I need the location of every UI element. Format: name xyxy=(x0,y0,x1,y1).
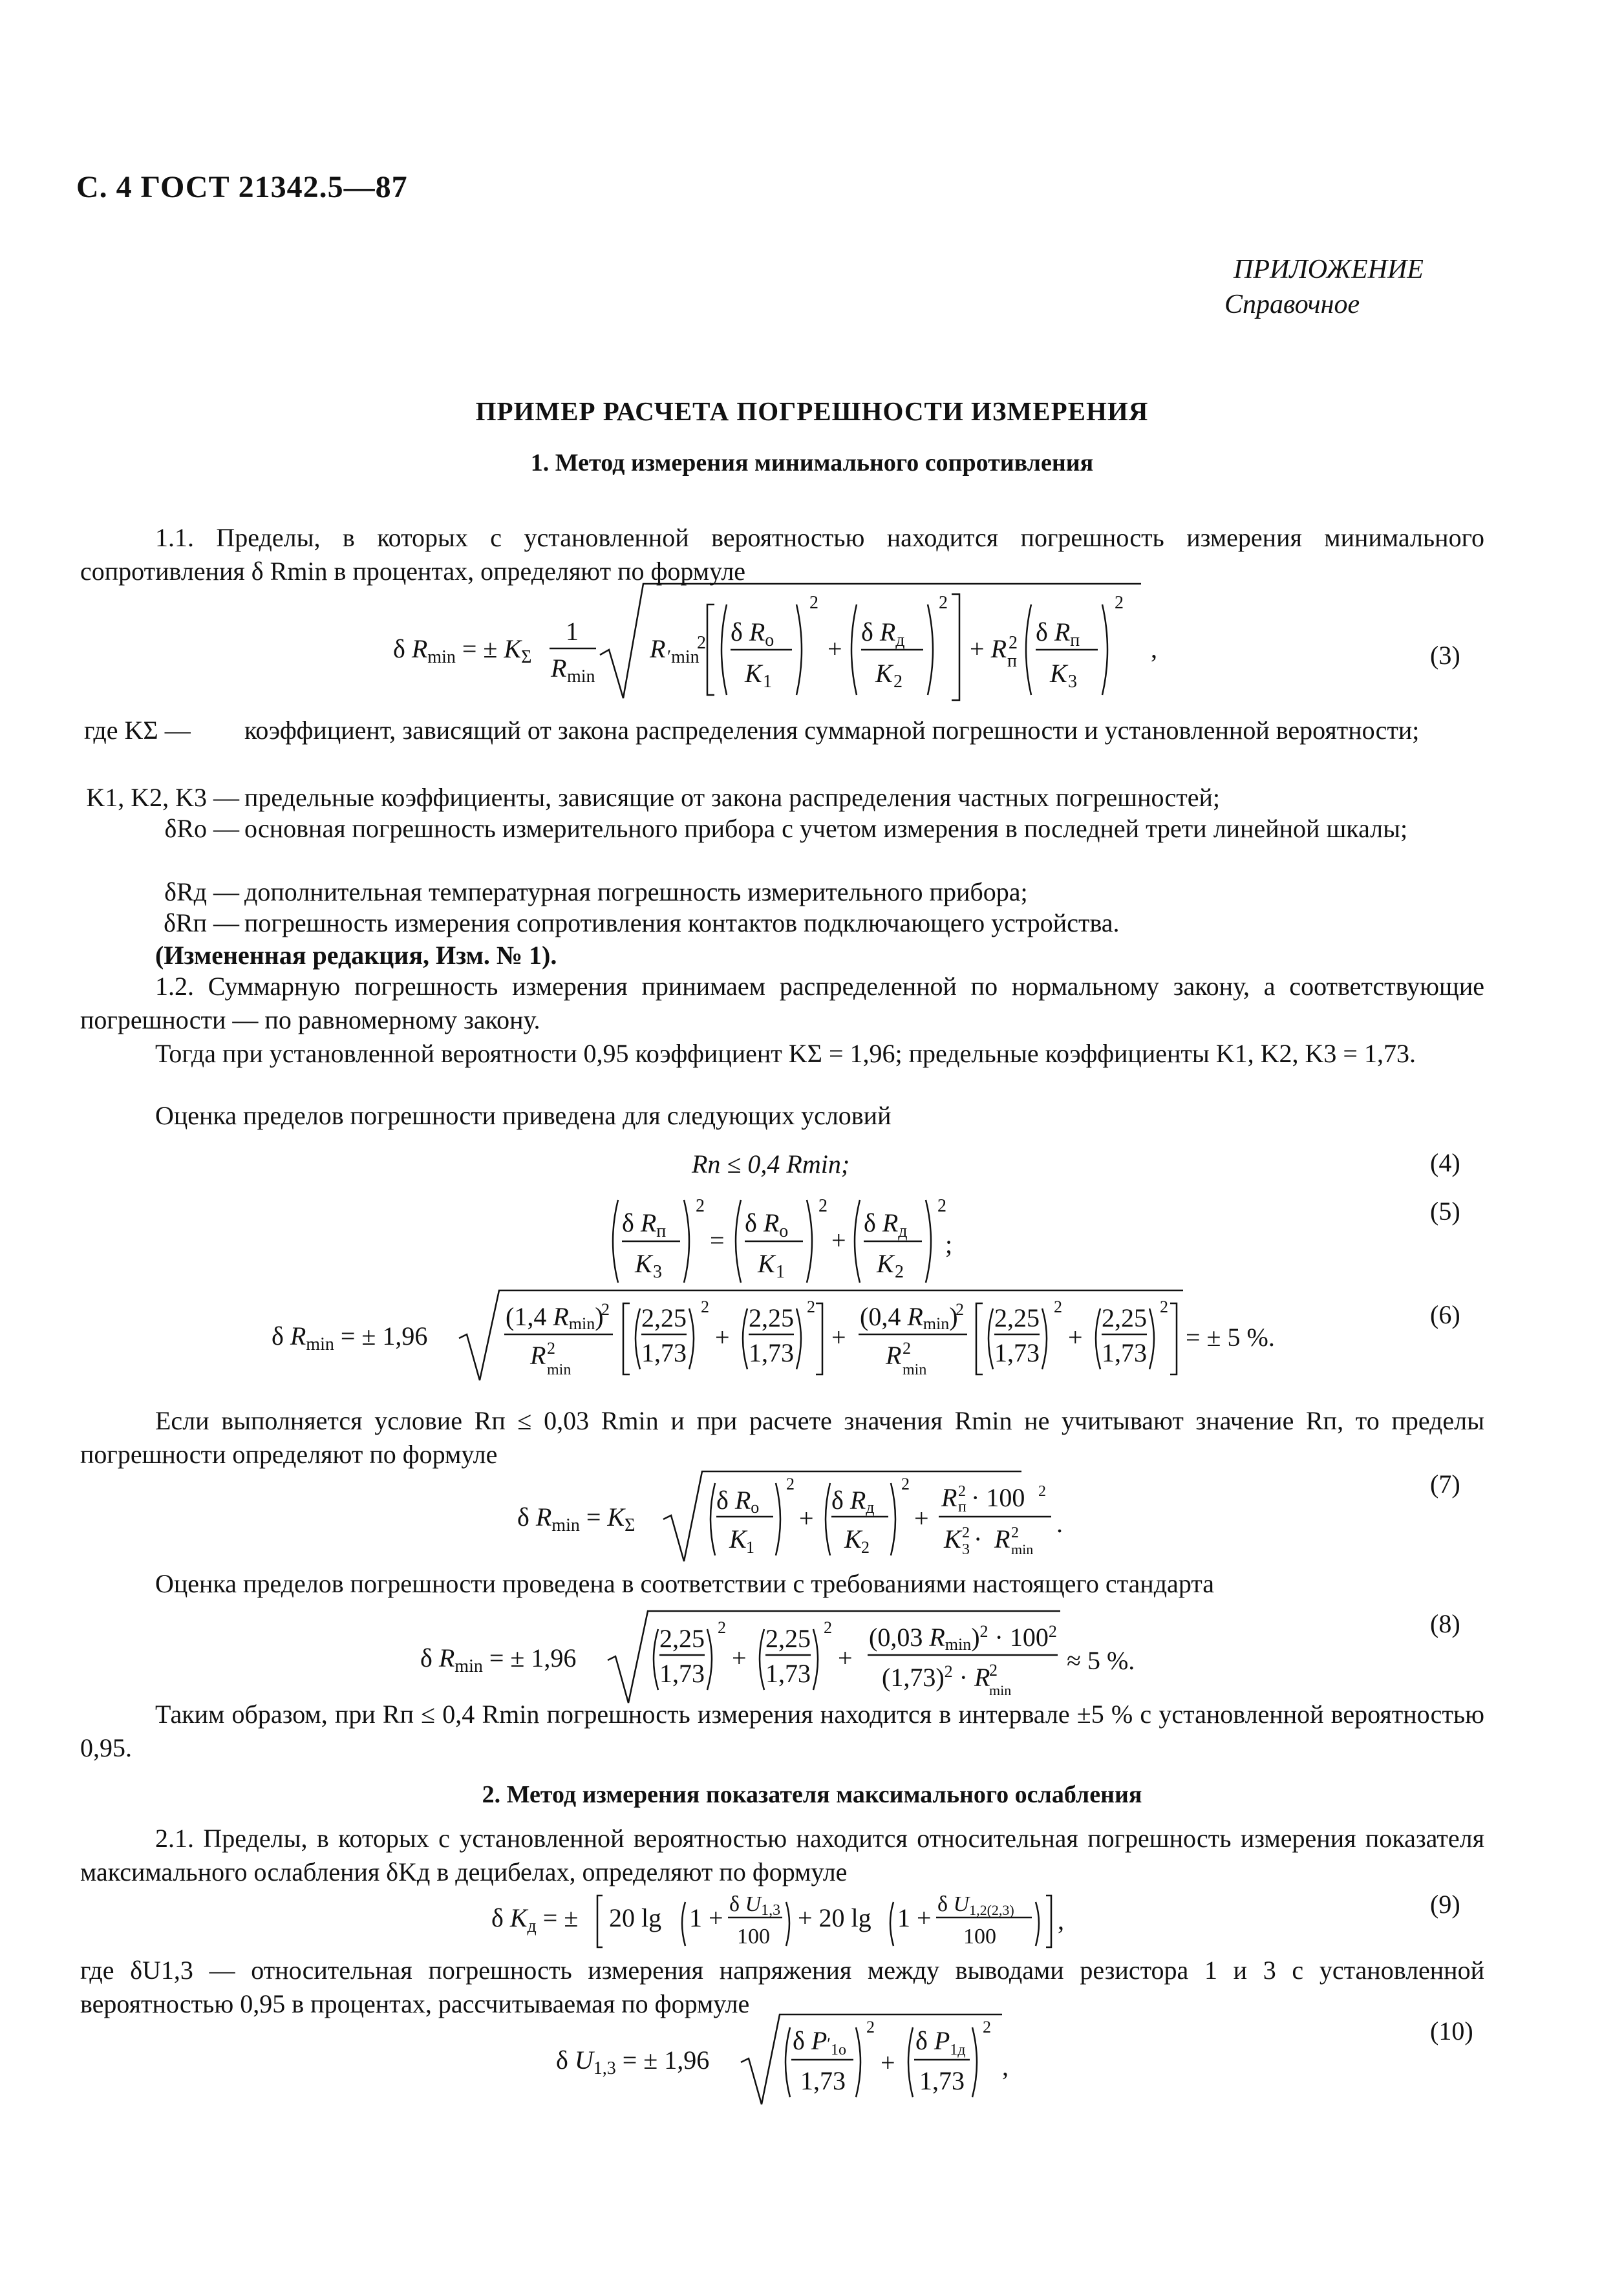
paragraph-then: Тогда при установленной вероятности 0,95 коэффициент KΣ = 1,96; предельные коэффициенты K1, K2, K3 = 1,73. xyxy=(155,1039,1416,1068)
svg-text:3: 3 xyxy=(962,1541,970,1558)
svg-text:δ Rп: δ $R_п$ xyxy=(622,1208,667,1241)
paragraph-estimate-2: Оценка пределов погрешности проведена в соответствии с требованиями настоящего стандарта xyxy=(155,1569,1215,1598)
svg-text:(0,03 Rmin)2 · 1002: (0,03 $Rmin)^2 \cdot 100^2$ xyxy=(869,1622,1057,1654)
appendix-label xyxy=(1224,252,1424,322)
formula-8 xyxy=(420,1606,1196,1709)
equation-number-10: (10) xyxy=(1430,2016,1473,2045)
svg-text:1 +: 1 + xyxy=(689,1903,723,1932)
main-title: ПРИМЕР РАСЧЕТА ПОГРЕШНОСТИ ИЗМЕРЕНИЯ xyxy=(475,396,1149,426)
svg-text:R: R xyxy=(886,1341,902,1370)
svg-text:δ Ro: δ Ro xyxy=(716,1486,760,1517)
svg-text:+: + xyxy=(881,2048,895,2077)
svg-text:3: 3 xyxy=(1068,672,1077,692)
svg-text:1,73: 1,73 xyxy=(800,2066,846,2095)
svg-text:δ P1д: δ $P_{1д}$ xyxy=(915,2026,966,2058)
svg-text:2: 2 xyxy=(818,1196,828,1216)
svg-text:20 lg: 20 lg xyxy=(609,1903,662,1932)
svg-text:2: 2 xyxy=(786,1475,795,1493)
svg-text:δ Rmin = ± 1,96: δ $R_{min}$ = ± 1,96 xyxy=(272,1321,428,1354)
svg-text:2: 2 xyxy=(1009,633,1018,653)
section1-title: 1. Метод измерения минимального сопротивления xyxy=(530,449,1094,476)
svg-text:.: . xyxy=(1056,1509,1063,1538)
paragraph-estimate: Оценка пределов погрешности приведена для следующих условий xyxy=(155,1101,892,1130)
svg-text:2,25: 2,25 xyxy=(659,1624,705,1653)
svg-text:δ Rmin = ± 1,96: δ $R_{min}$ = ± 1,96 xyxy=(420,1643,577,1676)
svg-text:K: K xyxy=(877,1249,894,1278)
svg-text:п: п xyxy=(1007,651,1017,671)
svg-text:R: R xyxy=(650,634,666,663)
svg-text:2: 2 xyxy=(697,633,706,653)
svg-text:2,25: 2,25 xyxy=(994,1303,1040,1332)
svg-text:δ U1,2(2,3): δ U1,2(2,3) xyxy=(937,1892,1014,1918)
svg-text:δ Rд: δ $R_д$ xyxy=(864,1208,908,1241)
svg-text:,: , xyxy=(1151,634,1157,663)
svg-text:2: 2 xyxy=(989,1661,998,1680)
formula-3 xyxy=(388,579,1202,705)
equation-number-6: (6) xyxy=(1430,1300,1460,1329)
definition-drp: δRп — погрешность измерения сопротивления контактов подключающего устройства. xyxy=(164,908,1120,937)
equation-number-9: (9) xyxy=(1430,1890,1460,1919)
svg-text:3: 3 xyxy=(653,1262,662,1282)
svg-text:min: min xyxy=(989,1682,1012,1698)
svg-text:K: K xyxy=(729,1524,747,1554)
svg-text:1,73: 1,73 xyxy=(919,2066,965,2095)
svg-text:1: 1 xyxy=(763,672,772,692)
svg-text:+: + xyxy=(732,1643,747,1672)
svg-text:2: 2 xyxy=(696,1196,705,1216)
svg-text:2: 2 xyxy=(866,2018,875,2036)
svg-text:2: 2 xyxy=(824,1618,832,1637)
svg-text:min: min xyxy=(567,667,595,687)
svg-text:=: = xyxy=(710,1226,725,1255)
svg-text:2,25: 2,25 xyxy=(641,1303,687,1332)
svg-text:2: 2 xyxy=(1115,593,1124,613)
svg-text:δ Kд = ±: δ $K_д$ = ± xyxy=(491,1903,579,1936)
svg-text:R: R xyxy=(530,1341,546,1370)
svg-text:R: R xyxy=(941,1483,957,1512)
svg-text:2: 2 xyxy=(1038,1483,1046,1500)
svg-text:1: 1 xyxy=(566,617,579,646)
svg-text:+ R: + R xyxy=(970,634,1007,663)
svg-text:2: 2 xyxy=(809,593,818,613)
svg-text:1: 1 xyxy=(746,1538,754,1557)
formula-4: Rп ≤ 0,4 Rmin; xyxy=(692,1149,850,1179)
svg-text:1,73: 1,73 xyxy=(659,1659,705,1688)
svg-text:2: 2 xyxy=(956,1300,964,1319)
svg-text:K: K xyxy=(944,1524,961,1554)
svg-text:п: п xyxy=(958,1499,967,1515)
paragraph-2-1: 2.1. Пределы, в которых с установленной вероятностью находится относительная погрешность измерения показателя максимального ослабления δKд в децибелах, определяют по формуле xyxy=(80,1824,1484,1886)
appendix-subtitle: Справочное xyxy=(1224,290,1360,319)
svg-text:2: 2 xyxy=(939,593,948,613)
svg-text:·: · xyxy=(974,1524,983,1554)
equation-number-7: (7) xyxy=(1430,1469,1460,1499)
svg-text:100: 100 xyxy=(737,1925,770,1949)
svg-text:+: + xyxy=(828,634,842,663)
svg-text:2: 2 xyxy=(718,1618,726,1637)
formula-9 xyxy=(491,1884,1073,1955)
svg-text:2: 2 xyxy=(903,1339,911,1358)
svg-text:2: 2 xyxy=(701,1298,709,1316)
svg-text:+: + xyxy=(914,1504,929,1533)
svg-text:min: min xyxy=(547,1362,572,1378)
svg-text:2: 2 xyxy=(1011,1524,1019,1541)
svg-text:2: 2 xyxy=(1160,1298,1168,1316)
svg-text:1,73: 1,73 xyxy=(1102,1338,1147,1367)
amendment-note: (Измененная редакция, Изм. № 1). xyxy=(155,941,557,970)
svg-text:1: 1 xyxy=(776,1262,785,1282)
svg-text:δ U1,3: δ U1,3 xyxy=(729,1892,781,1919)
svg-text:2: 2 xyxy=(861,1538,870,1557)
formula-5 xyxy=(608,1196,957,1287)
page-header: С. 4 ГОСТ 21342.5—87 xyxy=(76,170,408,204)
svg-text:(0,4 Rmin): (0,4 Rmin) xyxy=(860,1302,958,1333)
appendix-title: ПРИЛОЖЕНИЕ xyxy=(1234,255,1424,284)
svg-text:+: + xyxy=(1068,1323,1083,1352)
definition-k123: K1, K2, K3 — предельные коэффициенты, зависящие от закона распределения частных погрешностей; xyxy=(86,783,1221,812)
svg-text:2: 2 xyxy=(893,672,903,692)
svg-text:2: 2 xyxy=(807,1298,815,1316)
svg-text:(1,4 Rmin): (1,4 Rmin) xyxy=(506,1302,604,1333)
svg-text:2: 2 xyxy=(901,1475,910,1493)
svg-text:δ Rmin = ± KΣ: δ $R_{min}$ = ± $K_\Sigma$ xyxy=(393,634,532,667)
svg-text:K: K xyxy=(1050,659,1067,688)
equation-number-3: (3) xyxy=(1430,641,1460,670)
definition-dro: δRo — основная погрешность измерительного прибора с учетом измерения в последней трети линейной шкалы; xyxy=(164,814,1408,843)
svg-text:δ Rmin = KΣ: δ $R_{min} = K_\Sigma$ xyxy=(517,1502,636,1535)
paragraph-thus: Таким образом, при Rп ≤ 0,4 Rmin погрешность измерения находится в интервале ±5 % с установленной вероятностью 0,95. xyxy=(80,1700,1484,1762)
svg-text:1,73: 1,73 xyxy=(641,1338,687,1367)
svg-text:2: 2 xyxy=(958,1483,966,1500)
svg-text:+ 20 lg: + 20 lg xyxy=(798,1903,871,1932)
svg-text:min: min xyxy=(1011,1541,1034,1557)
definition-ksigma: где KΣ — коэффициент, зависящий от закона распределения суммарной погрешности и установленной вероятности; xyxy=(84,716,1420,745)
svg-text:2: 2 xyxy=(962,1524,970,1541)
svg-text:2,25: 2,25 xyxy=(749,1303,794,1332)
svg-text:2: 2 xyxy=(1054,1298,1062,1316)
svg-text:K: K xyxy=(875,659,893,688)
svg-text:2: 2 xyxy=(983,2018,991,2036)
svg-text:δ Rп: δ $R_п$ xyxy=(1036,617,1080,650)
section2-title: 2. Метод измерения показателя максимального ослабления xyxy=(482,1781,1142,1808)
svg-text:δ Rд: δ Rд xyxy=(831,1486,875,1517)
svg-text:δ Ro: δ $R_o$ xyxy=(731,617,775,650)
equation-number-5: (5) xyxy=(1430,1197,1460,1226)
definition-drd: δRд — дополнительная температурная погрешность измерительного прибора; xyxy=(164,877,1028,906)
svg-text:2: 2 xyxy=(601,1300,610,1319)
svg-text:R: R xyxy=(551,654,567,683)
svg-text:= ± 5 %.: = ± 5 %. xyxy=(1186,1323,1275,1352)
paragraph-1-2: 1.2. Суммарную погрешность измерения принимаем распределенной по нормальному закону, а соответствующие погрешности — по равномерному закону. xyxy=(80,972,1484,1034)
equation-number-8: (8) xyxy=(1430,1609,1460,1638)
paragraph-if: Если выполняется условие Rп ≤ 0,03 Rmin и при расчете значения Rmin не учитывают значение Rп, то пределы погрешности определяют по формуле xyxy=(80,1406,1484,1469)
svg-text:2: 2 xyxy=(895,1262,904,1282)
equation-number-4: (4) xyxy=(1430,1148,1460,1177)
paragraph-where-u13: где δU1,3 — относительная погрешность измерения напряжения между выводами резистора 1 и 3 с установленной вероятностью 0,95 в процентах, рассчитываемая по формуле xyxy=(80,1956,1484,2018)
svg-text:1 +: 1 + xyxy=(897,1903,932,1932)
svg-text:δ Ro: δ $R_o$ xyxy=(745,1208,789,1241)
svg-text:2: 2 xyxy=(547,1339,555,1358)
svg-text:(1,73)2 · R: $(1,73)^2 \cdot R$ xyxy=(882,1662,990,1692)
svg-text:+: + xyxy=(838,1643,853,1672)
svg-text:δ U1,3 = ± 1,96: δ $U_{1,3}$ = ± 1,96 xyxy=(556,2045,710,2078)
svg-text:1,73: 1,73 xyxy=(994,1338,1040,1367)
svg-text:2,25: 2,25 xyxy=(765,1624,811,1653)
svg-text:2: 2 xyxy=(937,1196,946,1216)
svg-text:δ P′1o: δ $P'_{1o}$ xyxy=(793,2026,846,2058)
svg-text:1,73: 1,73 xyxy=(765,1659,811,1688)
svg-text:· 100: · 100 xyxy=(971,1483,1025,1512)
svg-text:R: R xyxy=(994,1524,1010,1554)
svg-text:K: K xyxy=(844,1524,862,1554)
svg-text:+: + xyxy=(715,1323,730,1352)
svg-text:′min: ′min xyxy=(667,647,700,667)
formula-10 xyxy=(556,2011,1021,2108)
svg-text:;: ; xyxy=(945,1230,953,1259)
svg-text:+: + xyxy=(799,1504,814,1533)
svg-text:≈ 5 %.: ≈ 5 %. xyxy=(1067,1646,1135,1675)
svg-text:2,25: 2,25 xyxy=(1102,1303,1147,1332)
svg-text:min: min xyxy=(903,1362,927,1378)
svg-text:δ Rд: δ $R_д$ xyxy=(861,617,905,650)
formula-7 xyxy=(517,1468,1073,1565)
svg-text:100: 100 xyxy=(963,1925,996,1949)
svg-text:,: , xyxy=(1002,2052,1009,2081)
svg-text:K: K xyxy=(758,1249,775,1278)
paragraph-1-1: 1.1. Пределы, в которых с установленной вероятностью находится погрешность измерения минимального сопротивления δ Rmin в процентах, определяют по формуле xyxy=(80,523,1484,586)
svg-text:K: K xyxy=(635,1249,652,1278)
svg-text:K: K xyxy=(745,659,762,688)
svg-text:+: + xyxy=(831,1323,846,1352)
formula-6 xyxy=(272,1287,1293,1383)
svg-text:+: + xyxy=(831,1226,846,1255)
svg-text:,: , xyxy=(1058,1906,1064,1935)
svg-text:1,73: 1,73 xyxy=(749,1338,794,1367)
